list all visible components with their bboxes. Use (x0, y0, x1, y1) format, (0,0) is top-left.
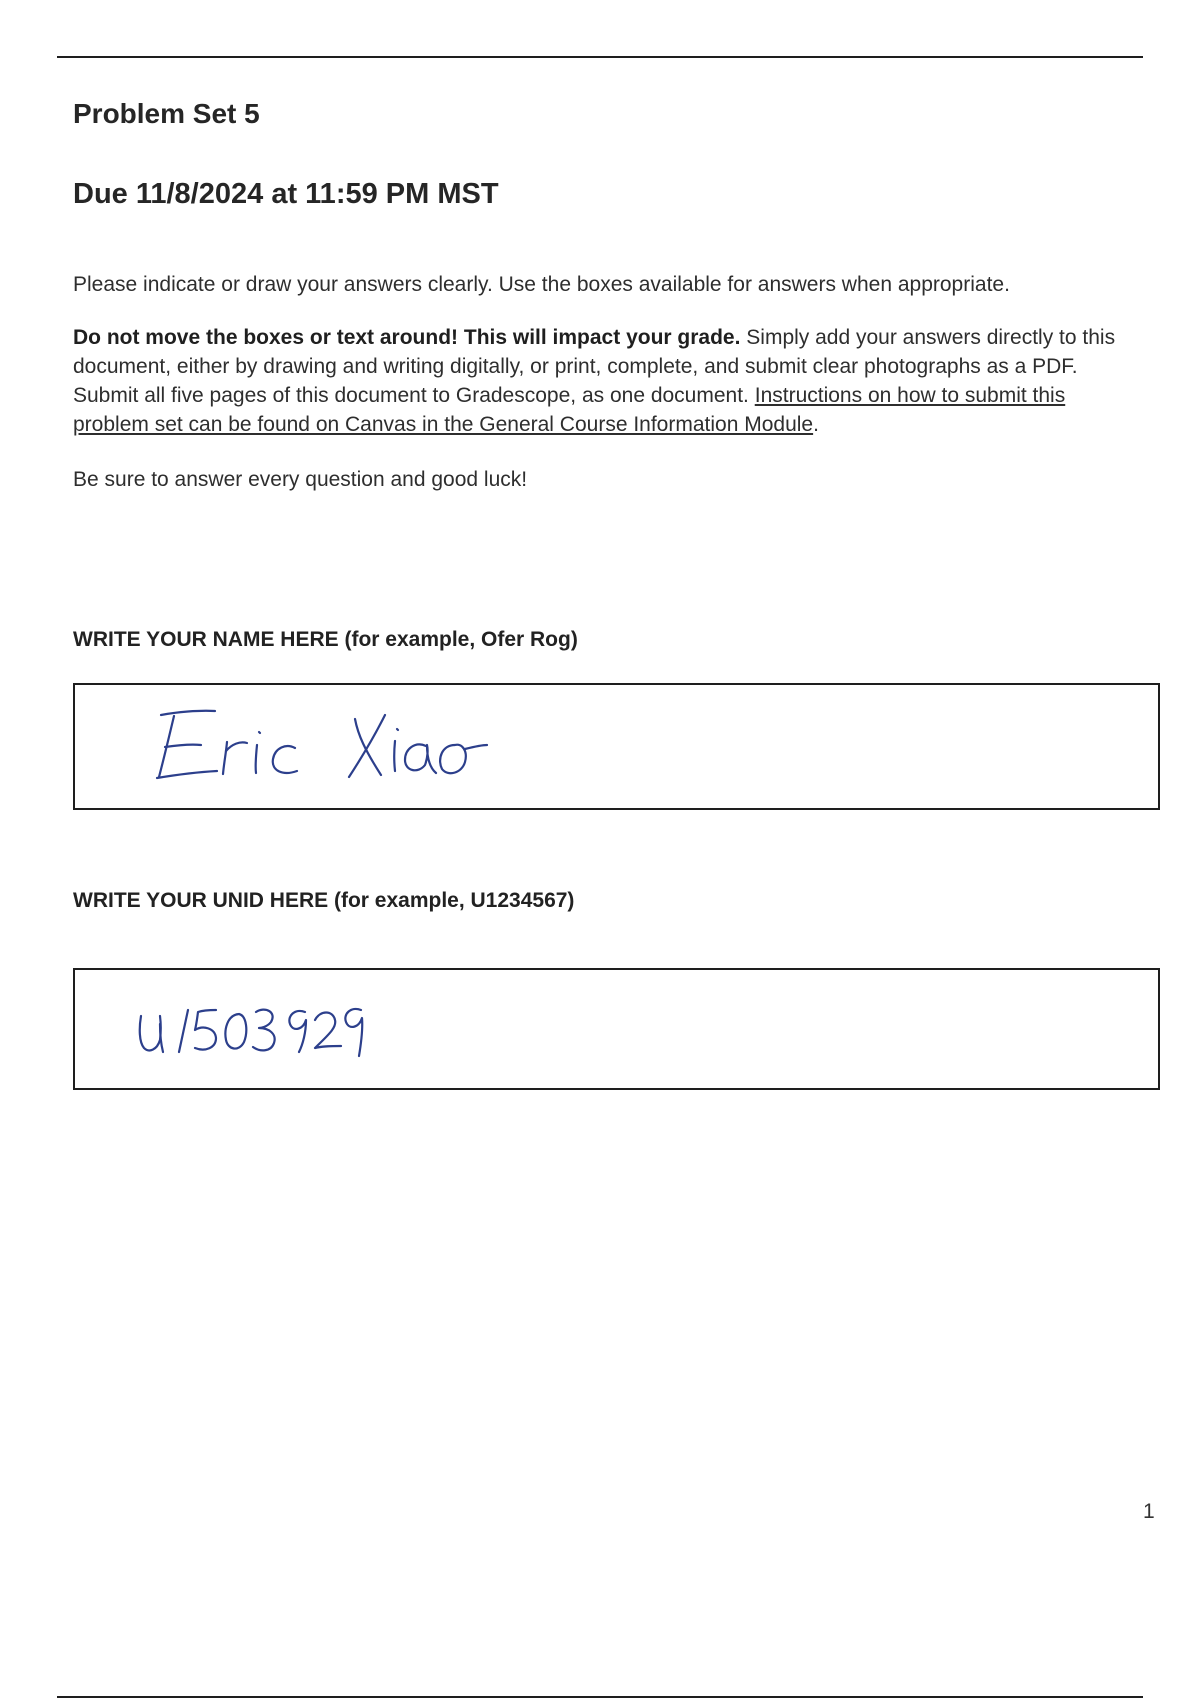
name-field-label: WRITE YOUR NAME HERE (for example, Ofer Rog) (73, 628, 578, 651)
instructions-link[interactable]: Instructions on how to submit this problem set can be found on Canvas in the General Course Information Module (73, 384, 1066, 436)
top-rule (57, 56, 1143, 58)
page-number: 1 (1143, 1500, 1155, 1523)
unid-handwriting (75, 970, 1158, 1088)
name-handwriting (75, 685, 1158, 808)
bottom-rule (57, 1696, 1143, 1698)
instructions-paragraph (73, 323, 1139, 439)
instructions-period: . (813, 413, 819, 436)
warning-text: Do not move the boxes or text around! This will impact your grade. (73, 326, 741, 349)
due-date: Due 11/8/2024 at 11:59 PM MST (73, 178, 499, 210)
unid-answer-box[interactable] (73, 968, 1160, 1090)
instructions-text: Simply add your answers directly to this document, either by drawing and writing digitally, or print, complete, and submit clear photographs as a PDF. Submit all five pages of this document to Gradescope, as one document. (73, 326, 1116, 407)
name-answer-box[interactable] (73, 683, 1160, 810)
intro-paragraph: Please indicate or draw your answers clearly. Use the boxes available for answers when appropriate. (73, 273, 1010, 296)
unid-field-label: WRITE YOUR UNID HERE (for example, U1234567) (73, 889, 575, 912)
page-title: Problem Set 5 (73, 98, 260, 129)
closing-paragraph: Be sure to answer every question and good luck! (73, 468, 528, 491)
